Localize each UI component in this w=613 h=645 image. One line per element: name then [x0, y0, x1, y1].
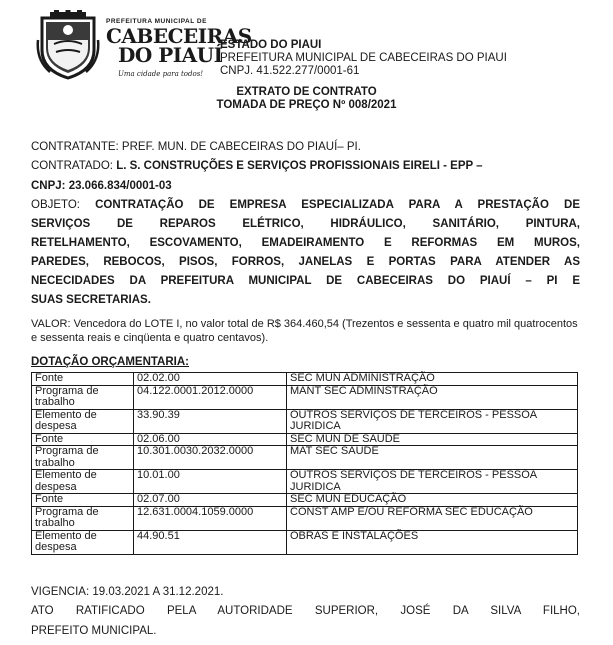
- dotacao-code-cell: 10.01.00: [134, 470, 287, 494]
- dotacao-code-cell: 02.02.00: [134, 373, 287, 386]
- dotacao-label-cell: Elemento de despesa: [32, 530, 134, 554]
- valor-text: VALOR: Vencedora do LOTE I, no valor total de R$ 364.460,54 (Trezentos e sessenta e quatro mil quatrocentos e sessenta reais e cinqüenta e quatro centavos).: [31, 318, 578, 344]
- table-row: [32, 470, 578, 494]
- dotacao-code-cell: 02.07.00: [134, 494, 287, 507]
- dotacao-code-cell: 10.301.0030.2032.0000: [134, 446, 287, 470]
- table-row: [32, 494, 578, 507]
- dotacao-code-cell: 12.631.0004.1059.0000: [134, 506, 287, 530]
- dotacao-heading: DOTAÇÃO ORÇAMENTARIA:: [31, 356, 190, 368]
- objeto-line-2: SERVIÇOS DE REPAROS ELÉTRICO, HIDRÁULICO, SANITÁRIO, PINTURA,: [31, 218, 580, 230]
- dotacao-description-cell: SEC MUN ADMINISTRAÇÃO: [287, 373, 578, 386]
- dotacao-description-cell: SEC MUN DE SAUDE: [287, 433, 578, 446]
- ato-line-1: ATO RATIFICADO PELA AUTORIDADE SUPERIOR, JOSÉ DA SILVA FILHO,: [31, 605, 580, 617]
- dotacao-description-cell: MAT SEC SAUDE: [287, 446, 578, 470]
- dotacao-label-cell: Elemento de despesa: [32, 470, 134, 494]
- header-state: ESTADO DO PIAUI: [220, 39, 322, 51]
- table-row: [32, 530, 578, 554]
- dotacao-description-cell: CONST AMP E/OU REFORMA SEC EDUCAÇÃO: [287, 506, 578, 530]
- table-row: [32, 446, 578, 470]
- dotacao-table: [31, 372, 578, 555]
- dotacao-label-cell: Programa de trabalho: [32, 506, 134, 530]
- dotacao-label-cell: Elemento de despesa: [32, 409, 134, 433]
- objeto-text-1: CONTRATAÇÃO DE EMPRESA ESPECIALIZADA PARA A PRESTAÇÃO DE: [95, 199, 580, 211]
- logo-name-line1: CABECEIRAS: [106, 24, 252, 48]
- contratante-line: CONTRATANTE: PREF. MUN. DE CABECEIRAS DO PIAUÍ– PI.: [31, 141, 361, 153]
- dotacao-label-cell: Fonte: [32, 494, 134, 507]
- coat-of-arms-icon: [36, 10, 100, 80]
- prefecture-logo: [36, 8, 252, 82]
- contratado-label: CONTRATADO:: [31, 160, 117, 172]
- dotacao-description-cell: OUTROS SERVIÇOS DE TERCEIROS - PESSOA JURIDICA: [287, 409, 578, 433]
- document-title: EXTRATO DE CONTRATO: [236, 86, 377, 98]
- dotacao-code-cell: 02.06.00: [134, 433, 287, 446]
- table-row: [32, 433, 578, 446]
- objeto-line-6: SUAS SECRETARIAS.: [31, 294, 151, 306]
- contratado-value: L. S. CONSTRUÇÕES E SERVIÇOS PROFISSIONAIS EIRELI - EPP –: [116, 160, 483, 172]
- document-subtitle: TOMADA DE PREÇO Nº 008/2021: [216, 99, 397, 111]
- dotacao-label-cell: Programa de trabalho: [32, 446, 134, 470]
- objeto-line-4: PAREDES, REBOCOS, PISOS, FORROS, JANELAS E PORTAS PARA ATENDER AS: [31, 256, 580, 268]
- vigencia-line: VIGENCIA: 19.03.2021 A 31.12.2021.: [31, 586, 224, 598]
- dotacao-label-cell: Fonte: [32, 433, 134, 446]
- logo-slogan: Uma cidade para todos!: [118, 70, 204, 78]
- header-cnpj: CNPJ. 41.522.277/0001-61: [220, 65, 360, 77]
- table-row: [32, 373, 578, 386]
- table-row: [32, 385, 578, 409]
- table-row: [32, 409, 578, 433]
- objeto-line-5: NECECIDADES DA PREFEITURA MUNICIPAL DE CABECEIRAS DO PIAUÍ – PI E: [31, 275, 580, 287]
- dotacao-description-cell: SEC MUN EDUCAÇÃO: [287, 494, 578, 507]
- objeto-line-3: RETELHAMENTO, ESCOVAMENTO, EMADEIRAMENTO E REFORMAS EM MUROS,: [31, 237, 580, 249]
- dotacao-description-cell: MANT SEC ADMINSTRAÇÃO: [287, 385, 578, 409]
- dotacao-code-cell: 44.90.51: [134, 530, 287, 554]
- objeto-label: OBJETO:: [31, 199, 96, 211]
- contratado-line: [31, 160, 483, 172]
- dotacao-label-cell: Programa de trabalho: [32, 385, 134, 409]
- dotacao-description-cell: OBRAS E INSTALAÇÕES: [287, 530, 578, 554]
- dotacao-description-cell: OUTROS SERVIÇOS DE TERCEIROS - PESSOA JURIDICA: [287, 470, 578, 494]
- objeto-line-1: [31, 196, 580, 215]
- logo-prefix: PREFEITURA MUNICIPAL DE: [106, 18, 207, 25]
- contratado-cnpj: CNPJ: 23.066.834/0001-03: [31, 180, 172, 192]
- logo-name-line2: DO PIAUÍ: [118, 43, 223, 67]
- dotacao-code-cell: 04.122.0001.2012.0000: [134, 385, 287, 409]
- table-row: [32, 506, 578, 530]
- header-prefecture: PREFEITURA MUNICIPAL DE CABECEIRAS DO PIAUI: [220, 52, 507, 64]
- dotacao-code-cell: 33.90.39: [134, 409, 287, 433]
- ato-line-2: PREFEITO MUNICIPAL.: [31, 625, 157, 637]
- dotacao-label-cell: Fonte: [32, 373, 134, 386]
